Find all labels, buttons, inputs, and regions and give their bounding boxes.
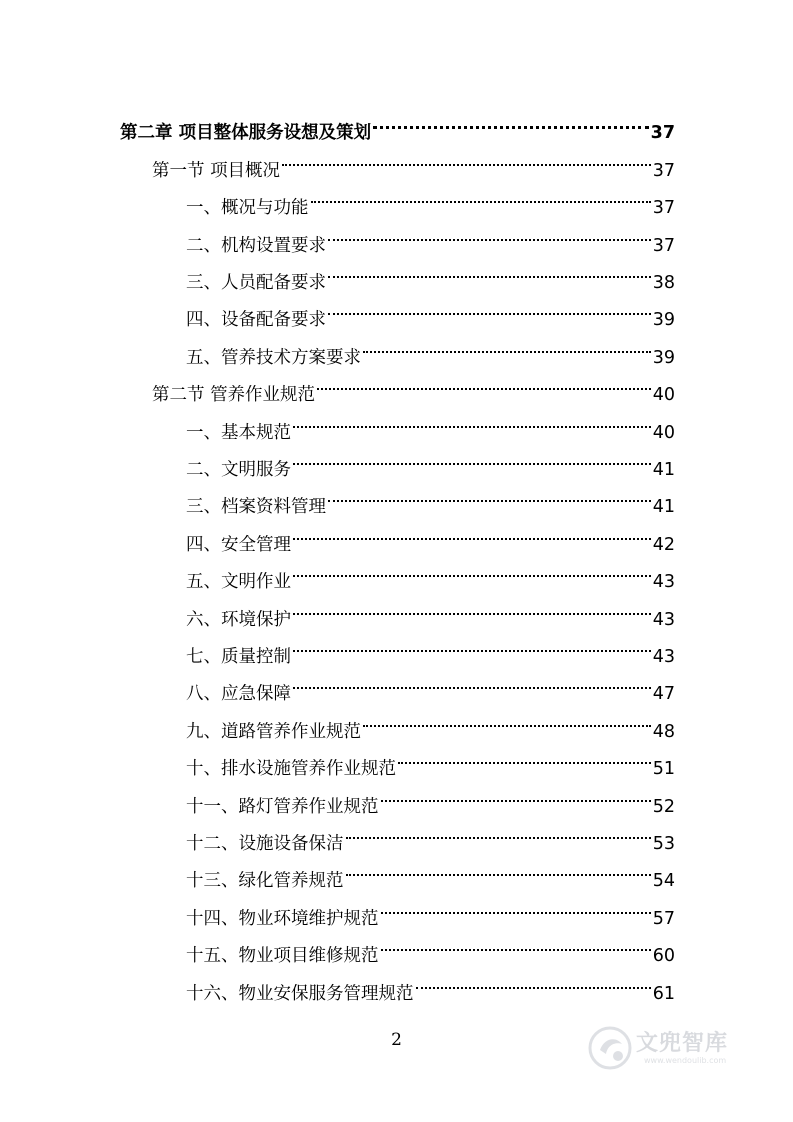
toc-dot-leader xyxy=(373,101,649,138)
toc-dot-leader xyxy=(317,363,651,400)
toc-entry-page: 54 xyxy=(652,871,675,892)
toc-entry-title: 第二章 项目整体服务设想及策划 xyxy=(120,123,372,144)
toc-dot-leader xyxy=(363,699,651,736)
toc-dot-leader xyxy=(328,475,651,512)
toc-entry[interactable] xyxy=(186,251,675,293)
toc-dot-leader xyxy=(363,325,651,362)
toc-dot-leader xyxy=(381,774,651,811)
toc-entry-page: 42 xyxy=(652,534,675,555)
toc-dot-leader xyxy=(328,288,651,325)
toc-entry-title: 十、排水设施管养作业规范 xyxy=(186,759,396,780)
toc-entry-title: 七、质量控制 xyxy=(186,646,291,667)
toc-entry-page: 40 xyxy=(652,385,675,406)
toc-dot-leader xyxy=(282,138,651,175)
toc-dot-leader xyxy=(293,512,651,549)
toc-entry-page: 47 xyxy=(652,684,675,705)
toc-dot-leader xyxy=(293,400,651,437)
toc-dot-leader xyxy=(293,438,651,475)
toc-dot-leader xyxy=(328,251,651,288)
toc-entry-title: 十三、绿化管养规范 xyxy=(186,871,344,892)
toc-dot-leader xyxy=(293,625,651,662)
toc-entry-page: 43 xyxy=(652,572,675,593)
toc-entry[interactable] xyxy=(186,961,675,1004)
toc-entry-title: 十六、物业安保服务管理规范 xyxy=(186,983,414,1004)
page-number: 2 xyxy=(391,1030,402,1050)
toc-entry-title: 四、安全管理 xyxy=(186,534,291,555)
toc-entry-title: 八、应急保障 xyxy=(186,684,291,705)
toc-entry-page: 37 xyxy=(652,235,675,256)
toc-entry[interactable] xyxy=(186,849,675,892)
toc-entry[interactable] xyxy=(186,325,675,368)
toc-entry[interactable] xyxy=(186,625,675,667)
toc-entry-page: 48 xyxy=(652,721,675,742)
toc-entry-title: 三、人员配备要求 xyxy=(186,272,326,293)
toc-dot-leader xyxy=(293,662,651,699)
toc-entry[interactable] xyxy=(186,737,675,780)
toc-entry-title: 五、文明作业 xyxy=(186,572,291,593)
toc-entry-title: 十五、物业项目维修规范 xyxy=(186,946,379,967)
toc-entry-page: 40 xyxy=(652,422,675,443)
toc-dot-leader xyxy=(293,587,651,624)
toc-entry-page: 38 xyxy=(652,272,675,293)
toc-entry-title: 三、档案资料管理 xyxy=(186,497,326,518)
toc-dot-leader xyxy=(398,737,651,774)
toc-entry[interactable] xyxy=(152,363,675,406)
toc-dot-leader xyxy=(381,924,651,961)
toc-entry-page: 41 xyxy=(652,497,675,518)
toc-entry[interactable] xyxy=(186,438,675,480)
toc-entry[interactable] xyxy=(186,774,675,817)
toc-entry-page: 51 xyxy=(652,759,675,780)
toc-entry[interactable] xyxy=(186,512,675,555)
toc-entry[interactable] xyxy=(186,550,675,593)
toc-entry-title: 四、设备配备要求 xyxy=(186,310,326,331)
toc-entry-page: 60 xyxy=(652,946,675,967)
toc-entry-page: 37 xyxy=(652,160,675,181)
toc-entry-page: 37 xyxy=(650,123,675,144)
toc-entry[interactable] xyxy=(186,886,675,929)
toc-entry-title: 十四、物业环境维护规范 xyxy=(186,908,379,929)
toc-entry[interactable] xyxy=(152,138,675,181)
toc-dot-leader xyxy=(416,961,651,998)
toc-entry[interactable] xyxy=(186,924,675,967)
toc-entry[interactable] xyxy=(186,475,675,518)
toc-entry-page: 43 xyxy=(652,646,675,667)
toc-dot-leader xyxy=(346,812,651,849)
toc-entry-page: 57 xyxy=(652,908,675,929)
toc-entry-page: 39 xyxy=(652,310,675,331)
toc-entry[interactable] xyxy=(186,699,675,742)
toc-dot-leader xyxy=(328,213,651,250)
toc-dot-leader xyxy=(311,176,651,213)
toc-entry[interactable] xyxy=(186,400,675,443)
toc-entry-title: 二、文明服务 xyxy=(186,459,291,480)
toc-dot-leader xyxy=(381,886,651,923)
toc-entry-page: 53 xyxy=(652,833,675,854)
watermark xyxy=(588,1020,768,1078)
watermark-url: www.wendoulib.com xyxy=(644,1056,727,1065)
toc-entry-page: 37 xyxy=(652,198,675,219)
toc-entry-title: 第二节 管养作业规范 xyxy=(152,385,316,406)
toc-entry[interactable] xyxy=(186,288,675,331)
toc-entry-title: 五、管养技术方案要求 xyxy=(186,347,361,368)
toc-entry-title: 一、概况与功能 xyxy=(186,198,309,219)
toc-entry[interactable] xyxy=(120,101,675,144)
toc-entry-page: 43 xyxy=(652,609,675,630)
toc-entry-page: 39 xyxy=(652,347,675,368)
toc-entry-page: 61 xyxy=(652,983,675,1004)
toc-entry[interactable] xyxy=(186,213,675,256)
toc-entry-title: 六、环境保护 xyxy=(186,609,291,630)
toc-entry-title: 一、基本规范 xyxy=(186,422,291,443)
toc-entry[interactable] xyxy=(186,812,675,854)
toc-entry-page: 52 xyxy=(652,796,675,817)
toc-entry-title: 九、道路管养作业规范 xyxy=(186,721,361,742)
toc-entry-page: 41 xyxy=(652,459,675,480)
toc-entry[interactable] xyxy=(186,662,675,705)
toc-dot-leader xyxy=(346,849,651,886)
watermark-text: 文兜智库 xyxy=(636,1031,729,1056)
wendou-logo-icon xyxy=(588,1020,634,1076)
toc-entry[interactable] xyxy=(186,587,675,630)
toc-entry-title: 十一、路灯管养作业规范 xyxy=(186,796,379,817)
toc-dot-leader xyxy=(293,550,651,587)
toc-entry-title: 十二、设施设备保洁 xyxy=(186,833,344,854)
toc-entry-title: 二、机构设置要求 xyxy=(186,235,326,256)
toc-entry-title: 第一节 项目概况 xyxy=(152,160,281,181)
toc-entry[interactable] xyxy=(186,176,675,219)
